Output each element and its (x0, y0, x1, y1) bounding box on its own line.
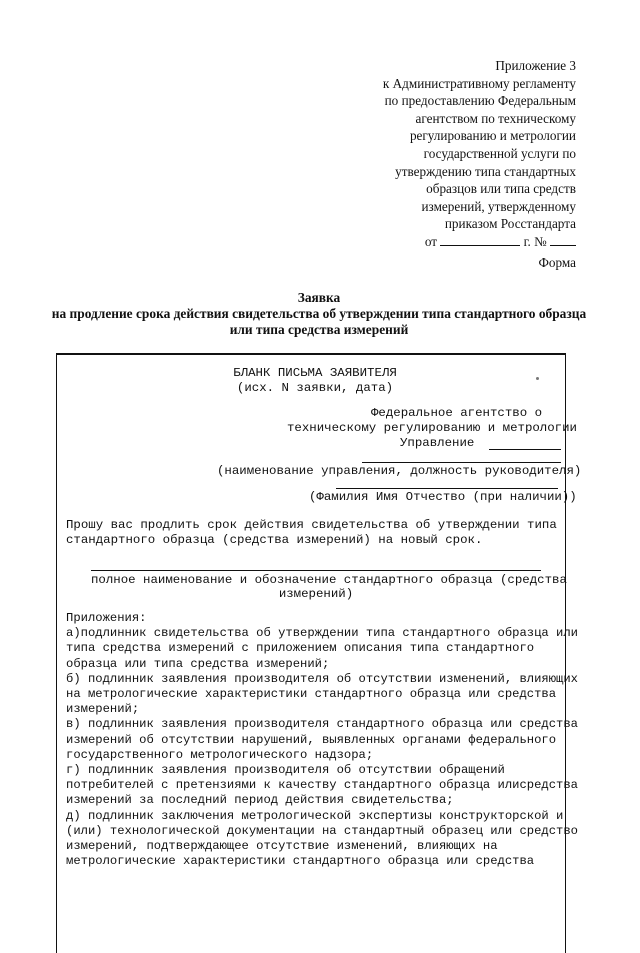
form-label: Форма (538, 255, 576, 270)
appendix-line: утверждению типа стандартных (395, 163, 576, 179)
attachment-line: потребителей с претензиями к качеству стандартного образца илисредства (66, 778, 578, 793)
department-blank (489, 449, 561, 450)
addressee-line-2: техническому регулированию и метрологии (287, 421, 577, 435)
date-prefix: от (424, 233, 437, 249)
letter-frame-top-border (56, 353, 566, 355)
appendix-line: приказом Росстандарта (444, 216, 576, 232)
object-caption-line-2: измерений) (278, 587, 354, 601)
attachment-line: измерений за последний период действия свидетельства; (66, 793, 454, 808)
attachment-line: б) подлинник заявления производителя об отсутствии изменений, влияющих (66, 671, 578, 686)
name-blank (336, 488, 558, 489)
object-caption-line-1: полное наименование и обозначение стандартного образца (средства (91, 573, 567, 587)
number-blank (550, 233, 576, 246)
appendix-date-line (330, 233, 576, 251)
attachment-line: измерений; (66, 702, 140, 717)
attachment-line: типа средства измерений с приложением описания типа стандартного (66, 641, 535, 656)
attachment-line: д) подлинник заключения метрологической экспертизы конструкторской и (66, 808, 564, 823)
attachments-heading: Приложения: (66, 611, 147, 625)
attachment-line: метрологические характеристики стандартного образца или средства (66, 854, 535, 869)
appendix-line: государственной услуги по (423, 145, 576, 161)
appendix-line: агентством по техническому (415, 110, 576, 126)
attachment-line: на метрологические характеристики стандартного образца или средства (66, 687, 557, 702)
name-caption: (Фамилия Имя Отчество (при наличии)) (309, 490, 577, 504)
appendix-line: регулированию и метрологии (409, 128, 576, 144)
title-line-1: Заявка (297, 290, 341, 305)
date-number: г. № (523, 233, 547, 249)
appendix-line: образцов или типа средств (426, 181, 576, 197)
attachment-line: образца или типа средства измерений; (66, 656, 330, 671)
attachment-line: в) подлинник заявления производителя стандартного образца или средства (66, 717, 578, 732)
attachment-line: государственного метрологического надзора; (66, 747, 374, 762)
title-line-2: на продление срока действия свидетельства об утверждении типа стандартного образца (51, 306, 587, 321)
appendix-line: Приложение 3 (495, 58, 576, 73)
request-line-2: стандартного образца (средства измерений) на новый срок. (66, 533, 483, 547)
scan-speck (536, 377, 539, 380)
attachment-line: измерений, подтверждающее отсутствие изменений, влияющих на (66, 839, 498, 854)
blank-subheader: (исх. N заявки, дата) (236, 381, 394, 395)
attachment-line: а)подлинник свидетельства об утверждении типа стандартного образца или (66, 626, 578, 641)
attachment-line: (или) технологической документации на стандартный образец или средство (66, 823, 578, 838)
document-title (40, 290, 598, 338)
appendix-line: по предоставлению Федеральным (384, 93, 576, 109)
addressee-line-3: Управление (400, 436, 475, 450)
blank-header: БЛАНК ПИСЬМА ЗАЯВИТЕЛЯ (233, 366, 397, 380)
appendix-header (330, 57, 576, 251)
head-blank (362, 462, 561, 463)
attachments-list (66, 611, 578, 869)
attachment-line: г) подлинник заявления производителя об отсутствии обращений (66, 763, 505, 778)
attachment-line: измерений об отсутствии нарушений, выявленных органами федерального (66, 732, 557, 747)
object-name-blank (91, 570, 541, 571)
addressee-line-1: Федеральное агентство о (371, 406, 543, 420)
appendix-line: измерений, утвержденному (421, 198, 576, 214)
head-caption: (наименование управления, должность руководителя) (217, 464, 582, 478)
request-line-1: Прошу вас продлить срок действия свидетельства об утверждении типа (66, 518, 557, 532)
appendix-line: к Административному регламенту (382, 75, 576, 91)
title-line-3: или типа средства измерений (229, 322, 409, 337)
date-blank (440, 233, 520, 246)
